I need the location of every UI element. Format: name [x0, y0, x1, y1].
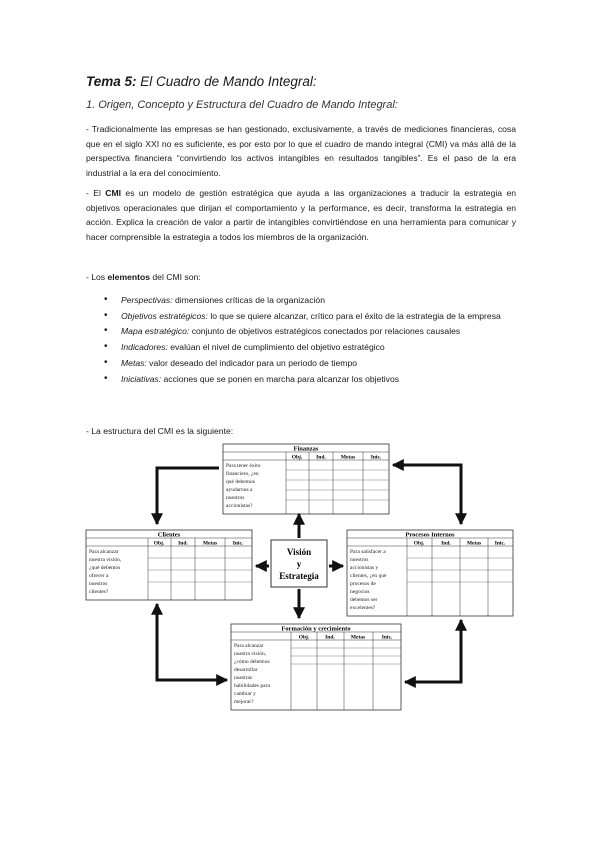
question-line: cambiar y [234, 691, 256, 697]
list-term: Iniciativas: [121, 373, 162, 384]
question-line: procesos de [350, 581, 376, 587]
question-line: nuestros [226, 495, 245, 501]
list-term: Mapa estratégico: [121, 326, 190, 337]
question-line: Para alcanzar [89, 549, 119, 555]
finanzas-title: Finanzas [293, 445, 319, 453]
question-line: nuestras [234, 675, 253, 681]
col-ind: Ind. [178, 540, 188, 547]
col-obj: Obj. [291, 454, 303, 461]
question-line: Para alcanzar [234, 643, 264, 649]
question-line: nuestros [350, 557, 369, 563]
list-desc: lo que se quiere alcanzar, crítico para el éxito de la estrategia de la empresa [207, 310, 501, 321]
clientes-box [86, 530, 252, 600]
col-metas: Metas [350, 634, 366, 641]
question-line: ofrecer a [89, 573, 109, 579]
col-obj: Obj. [298, 634, 310, 641]
list-term: Objetivos estratégicos: [121, 310, 208, 321]
col-metas: Metas [202, 540, 218, 547]
question-line: desarrollar [234, 667, 258, 673]
col-obj: Obj. [153, 540, 165, 547]
col-ind: Ind. [441, 540, 451, 547]
question-line: Para tener éxito [226, 463, 261, 469]
title-text: El Cuadro de Mando Integral: [136, 74, 317, 89]
center-line-vision: Visión [286, 547, 312, 557]
procesos-title: Procesos Internos [405, 531, 455, 539]
question-line: ayudarnos a [226, 487, 253, 493]
list-desc: dimensiones críticas de la organización [172, 295, 325, 305]
question-line: accionistas y [350, 565, 379, 571]
list-desc: acciones que se ponen en marcha para alcanzar los objetivos [161, 373, 400, 384]
formacion-title: Formación y crecimiento [281, 625, 351, 633]
section-heading: 1. Origen, Concepto y Estructura del Cuadro de Mando Integral: [86, 99, 398, 111]
formacion-box [231, 624, 401, 710]
list-desc: conjunto de objetivos estratégicos conectados por relaciones causales [189, 326, 461, 337]
col-obj: Obj. [413, 540, 425, 547]
question-line: debemos ser [350, 597, 378, 603]
question-line: mejorar? [234, 699, 254, 705]
text: del CMI son: [150, 272, 201, 282]
question-line: clientes? [89, 589, 109, 595]
col-metas: Metas [340, 454, 356, 461]
list-desc: valor deseado del indicador para un periodo de tiempo [146, 357, 358, 368]
question-line: nuestros [89, 581, 108, 587]
question-line: financiero, ¿en [226, 471, 259, 477]
arrow-formacion-procesos [405, 620, 461, 682]
paragraph-structure: - La estructura del CMI es la siguiente: [86, 426, 234, 436]
col-ind: Ind. [316, 454, 326, 461]
vision-box [271, 540, 327, 587]
text: - Los [86, 272, 108, 282]
col-inic: Inic. [381, 634, 393, 641]
col-inic: Inic. [494, 540, 506, 547]
col-metas: Metas [466, 540, 482, 547]
col-ind: Ind. [325, 634, 335, 641]
text: - El [86, 188, 106, 198]
list-term: Metas: [121, 357, 147, 368]
question-line: negocios [350, 589, 370, 595]
finanzas-box [223, 444, 389, 514]
center-line-y: y [296, 559, 302, 569]
question-line: accionistas? [226, 503, 253, 509]
arrow-finanzas-procesos [393, 465, 461, 524]
question-line: ¿qué debemos [89, 565, 121, 571]
list-desc: evalúan el nivel de cumplimiento del objetivo estratégico [167, 342, 385, 353]
question-line: excelentes? [350, 605, 376, 611]
question-line: nuestra visión, [234, 651, 267, 657]
question-line: ¿cómo debemos [234, 659, 270, 665]
clientes-title: Clientes [157, 531, 181, 539]
text: es un modelo de gestión estratégica que ayuda a las organizaciones a traducir la estrategia en objetivos operacionales que dirijan el comportamiento y la performance, es decir, transforma la estrategia en acción. Explica la creación de valor a partir de intangibles convirtiéndose en una herramienta para comunicar y hacer comprensible la estrategia a todos los miembros de la organización. [86, 188, 516, 242]
question-line: nuestra visión, [89, 557, 122, 563]
arrow-finanzas-clientes [157, 468, 219, 524]
paragraph-intro: - Tradicionalmente las empresas se han gestionado, exclusivamente, a través de mediciones financieras, cosa que en el siglo XXI no es suficiente, es por esto por lo que el cuadro de mando integral (CMI) va más allá de la perspectiva financiera “convirtiendo los activos intangibles en resultados tangibles”. Es el paso de la era industrial a la era del conocimiento. [86, 124, 516, 178]
question-line: qué debemos [226, 479, 255, 485]
list-term: Indicadores: [121, 342, 168, 353]
bold-term: CMI [105, 188, 122, 198]
bold-term: elementos [107, 272, 151, 282]
title-number: Tema 5: [86, 74, 137, 89]
center-line-estrategia: Estrategia [279, 571, 319, 581]
arrow-clientes-formacion [157, 604, 227, 680]
procesos-box [347, 530, 513, 616]
col-inic: Inic. [370, 454, 382, 461]
col-inic: Inic. [232, 540, 244, 547]
question-line: habilidades para [234, 683, 270, 689]
question-line: clientes, ¿en qué [350, 573, 387, 579]
list-term: Perspectivas: [121, 295, 173, 305]
question-line: Para satisfacer a [350, 549, 386, 555]
